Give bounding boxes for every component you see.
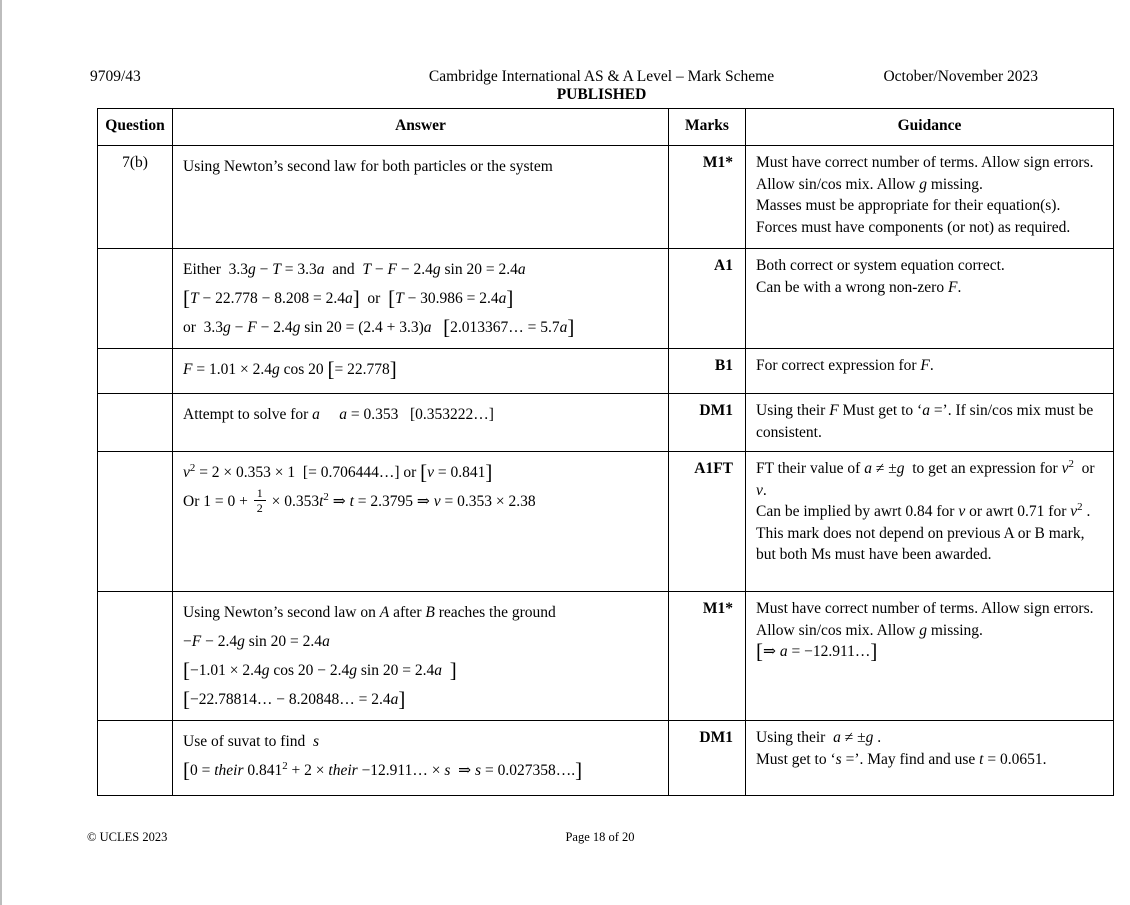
page-header (90, 68, 1113, 108)
question-cell (98, 394, 173, 452)
table-header-row (98, 109, 1114, 146)
page-left-edge (0, 0, 2, 905)
published-label: PUBLISHED (556, 86, 647, 103)
answer-line: −F − 2.4g sin 20 = 2.4a (183, 633, 330, 650)
marks-cell: A1 (669, 249, 746, 349)
page-number: Page 18 of 20 (565, 830, 635, 844)
question-cell (98, 452, 173, 592)
answer-cell (173, 249, 669, 349)
answer-line: [0 = their $0.841^2 + 2$ × their −12.911… × s ⇒ s = 0.027358….] (183, 758, 583, 783)
answer-cell (173, 592, 669, 721)
guidance-line: For correct expression for F. (756, 357, 934, 374)
answer-line: F = 1.01 × 2.4g cos 20 [= 22.778] (183, 357, 397, 382)
answer-cell (173, 721, 669, 796)
guidance-cell (746, 349, 1114, 394)
answer-line: or 3.3g − F − 2.4g sin 20 = (2.4 + 3.3)a [2.013367… = 5.7a] (183, 315, 575, 340)
answer-line: [−22.78814… − 8.20848… = 2.4a] (183, 687, 406, 712)
question-cell: 7(b) (98, 146, 173, 249)
question-cell (98, 721, 173, 796)
answer-line: $v^2 = 2 \times 0.353 \times 1$ [= 0.706444…] or [v = 0.841] (183, 460, 493, 485)
answer-line: Either 3.3g − T = 3.3a and T − F − 2.4g sin 20 = 2.4a (183, 261, 526, 278)
table-row (98, 249, 1114, 349)
col-header-guidance: Guidance (746, 109, 1114, 146)
session-date: October/November 2023 (883, 68, 1038, 85)
guidance-cell (746, 452, 1114, 592)
guidance-line: Must have correct number of terms. Allow sign errors. (756, 154, 1094, 171)
marks-cell: DM1 (669, 394, 746, 452)
document-page (87, 68, 1113, 850)
guidance-cell (746, 146, 1114, 249)
copyright-text: © UCLES 2023 (87, 830, 168, 844)
guidance-line: Allow sin/cos mix. Allow g missing. (756, 175, 983, 193)
marks-cell: A1FT (669, 452, 746, 592)
page-footer (87, 830, 1113, 850)
guidance-line: [⇒ a = −12.911…] (756, 639, 878, 664)
answer-line: [T − 22.778 − 8.208 = 2.4a] or [T − 30.986 = 2.4a] (183, 286, 514, 311)
table-row (98, 592, 1114, 721)
guidance-line: Both correct or system equation correct. (756, 257, 1005, 274)
question-cell (98, 592, 173, 721)
answer-line: Using Newton’s second law for both particles or the system (183, 158, 553, 175)
fraction: $\frac{1}{2}$ (254, 486, 266, 516)
answer-cell (173, 452, 669, 592)
table-row (98, 349, 1114, 394)
col-header-question: Question (98, 109, 173, 146)
guidance-cell (746, 394, 1114, 452)
marks-cell: DM1 (669, 721, 746, 796)
table-row (98, 146, 1114, 249)
answer-cell (173, 349, 669, 394)
answer-cell (173, 146, 669, 249)
answer-line: Using Newton’s second law on A after B reaches the ground (183, 604, 556, 621)
guidance-line: Can be with a wrong non-zero F. (756, 278, 962, 296)
guidance-line: Forces must have components (or not) as required. (756, 218, 1071, 236)
answer-cell (173, 394, 669, 452)
guidance-line: Must have correct number of terms. Allow sign errors. (756, 600, 1094, 617)
mark-scheme-table (97, 108, 1114, 796)
guidance-line: FT their value of a ≠ ±g to get an expression for $v^2$ or v. (756, 457, 1099, 499)
col-header-marks: Marks (669, 109, 746, 146)
guidance-line: Masses must be appropriate for their equation(s). (756, 197, 1061, 214)
paper-code: 9709/43 (90, 68, 141, 85)
col-header-answer: Answer (173, 109, 669, 146)
question-cell (98, 249, 173, 349)
answer-line: Attempt to solve for a a = 0.353 [0.353222…] (183, 406, 494, 423)
marks-cell: M1* (669, 592, 746, 721)
guidance-cell (746, 721, 1114, 796)
answer-line: [−1.01 × 2.4g cos 20 − 2.4g sin 20 = 2.4a ] (183, 658, 457, 683)
guidance-line: This mark does not depend on previous A or B mark, but both Ms must have been awarded. (756, 524, 1089, 563)
answer-line: Or 1 = 0 + $\frac{1}{2}$ × $0.353t^2$ ⇒ t = 2.3795 ⇒ v = 0.353 × 2.38 (183, 485, 536, 515)
marks-cell: B1 (669, 349, 746, 394)
guidance-line: Using their a ≠ ±g . (756, 729, 882, 746)
guidance-cell (746, 249, 1114, 349)
guidance-line: Can be implied by awrt 0.84 for v or awrt 0.71 for $v^2$ . (756, 500, 1091, 520)
marks-cell: M1* (669, 146, 746, 249)
guidance-line: Must get to ‘s =’. May find and use t = 0.0651. (756, 750, 1047, 768)
table-row (98, 394, 1114, 452)
table-row (98, 721, 1114, 796)
guidance-cell (746, 592, 1114, 721)
guidance-line: Using their F Must get to ‘a =’. If sin/cos mix must be consistent. (756, 402, 1098, 441)
question-cell (98, 349, 173, 394)
table-row (98, 452, 1114, 592)
guidance-line: Allow sin/cos mix. Allow g missing. (756, 621, 983, 639)
answer-line: Use of suvat to find s (183, 733, 320, 750)
doc-title: Cambridge International AS & A Level – Mark Scheme (428, 68, 775, 85)
